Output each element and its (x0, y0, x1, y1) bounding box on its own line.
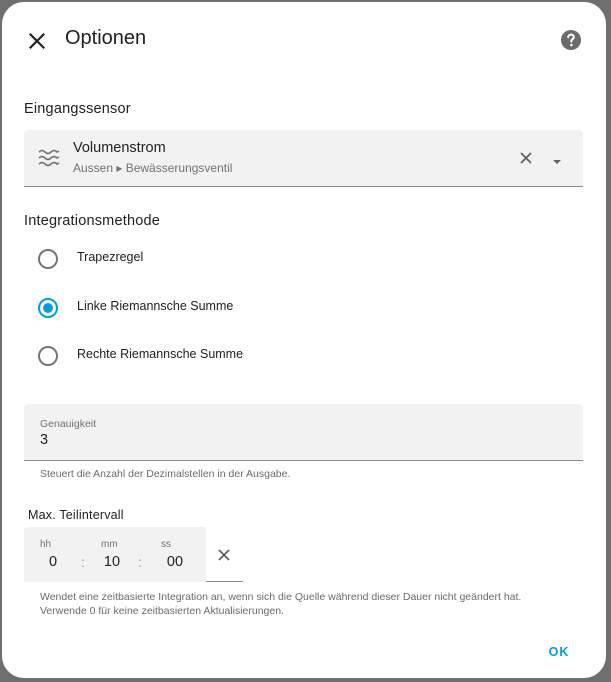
radio-label: Linke Riemannsche Summe (77, 299, 234, 313)
max-interval-label: Max. Teilintervall (28, 508, 124, 522)
options-dialog (2, 2, 606, 678)
minutes-input[interactable]: 10 (103, 554, 121, 570)
radio-right-riemann[interactable] (36, 345, 356, 371)
max-interval-helper-line2: Verwende 0 für keine zeitbasierten Aktualisierungen. (40, 605, 284, 617)
minutes-label: mm (101, 539, 118, 550)
time-separator: : (138, 554, 142, 570)
clear-duration-button[interactable] (215, 546, 233, 564)
seconds-input[interactable]: 00 (166, 554, 184, 570)
hours-label: hh (40, 539, 52, 550)
radio-button[interactable] (38, 298, 58, 318)
precision-label: Genauigkeit (40, 418, 97, 430)
duration-input (24, 527, 243, 582)
close-icon (215, 546, 233, 564)
close-icon (517, 149, 535, 167)
close-icon (24, 28, 50, 54)
integration-method-label: Integrationsmethode (24, 213, 160, 229)
max-interval-helper-line1: Wendet eine zeitbasierte Integration an, wenn sich die Quelle während dieser Dauer nicht geändert hat. (40, 591, 522, 603)
precision-helper: Steuert die Anzahl der Dezimalstellen in der Ausgabe. (40, 468, 291, 480)
dropdown-toggle[interactable] (551, 153, 563, 161)
precision-field[interactable] (24, 404, 583, 461)
sensor-name: Volumenstrom (73, 140, 166, 156)
dialog-title: Optionen (65, 27, 147, 49)
radio-label: Rechte Riemannsche Summe (77, 347, 244, 361)
hours-input[interactable]: 0 (48, 554, 58, 570)
input-sensor-picker[interactable] (24, 130, 583, 187)
input-sensor-label: Eingangssensor (24, 101, 131, 117)
radio-button[interactable] (38, 346, 58, 366)
precision-input[interactable]: 3 (40, 432, 49, 448)
sensor-path: Aussen ▸ Bewässerungsventil (73, 161, 233, 175)
time-separator: : (81, 554, 85, 570)
help-circle-icon (559, 28, 583, 52)
radio-trapezoidal[interactable] (36, 248, 356, 274)
clear-sensor-button[interactable] (517, 149, 535, 167)
seconds-label: ss (161, 539, 171, 550)
radio-label: Trapezregel (77, 250, 144, 264)
radio-left-riemann[interactable] (36, 297, 356, 323)
waves-icon (38, 148, 60, 168)
duration-underline (206, 581, 243, 582)
help-button[interactable] (559, 28, 583, 52)
radio-button[interactable] (38, 249, 58, 269)
close-button[interactable] (24, 28, 50, 54)
ok-button[interactable]: OK (548, 645, 570, 659)
menu-down-icon (551, 158, 563, 166)
